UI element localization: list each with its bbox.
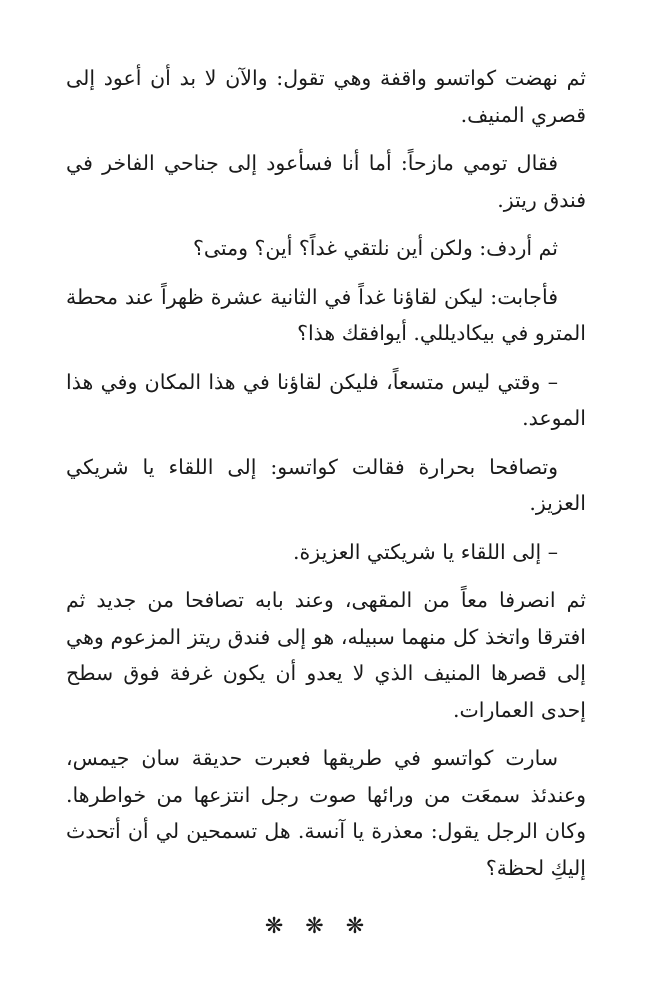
paragraph: فقال تومي مازحاً: أما أنا فسأعود إلى جناحي الفاخر في فندق ريتز. (66, 151, 586, 212)
paragraph: ثم نهضت كواتسو واقفة وهي تقول: والآن لا بد أن أعود إلى قصري المنيف. (66, 66, 586, 127)
paragraph: ثم انصرفا معاً من المقهى، وعند بابه تصافحا من جديد ثم افترقا واتخذ كل منهما سبيله، هو إلى فندق ريتز المزعوم وهي إلى قصرها المنيف الذي لا يعدو أن يكون غرفة فوق سطح إحدى العمارات. (66, 588, 586, 722)
section-divider: ❋❋❋ (264, 914, 387, 939)
paragraph: – إلى اللقاء يا شريكتي العزيزة. (293, 539, 558, 564)
page-text (66, 60, 586, 898)
paragraph: سارت كواتسو في طريقها فعبرت حديقة سان جيمس، وعندئذ سمعَت من ورائها صوت رجل انتزعها من خواطرها. وكان الرجل يقول: معذرة يا آنسة. هل تسمحين لي أن أتحدث إليكِ لحظة؟ (66, 746, 586, 880)
paragraph: ثم أردف: ولكن أين نلتقي غداً؟ أين؟ ومتى؟ (192, 236, 558, 260)
paragraph: – وقتي ليس متسعاً، فليكن لقاؤنا في هذا المكان وفي هذا الموعد. (66, 369, 586, 430)
paragraph: فأجابت: ليكن لقاؤنا غداً في الثانية عشرة ظهراً عند محطة المترو في بيكاديللي. أيوافقك هذا؟ (66, 284, 586, 345)
paragraph: وتصافحا بحرارة فقالت كواتسو: إلى اللقاء يا شريكي العزيز. (66, 454, 586, 515)
